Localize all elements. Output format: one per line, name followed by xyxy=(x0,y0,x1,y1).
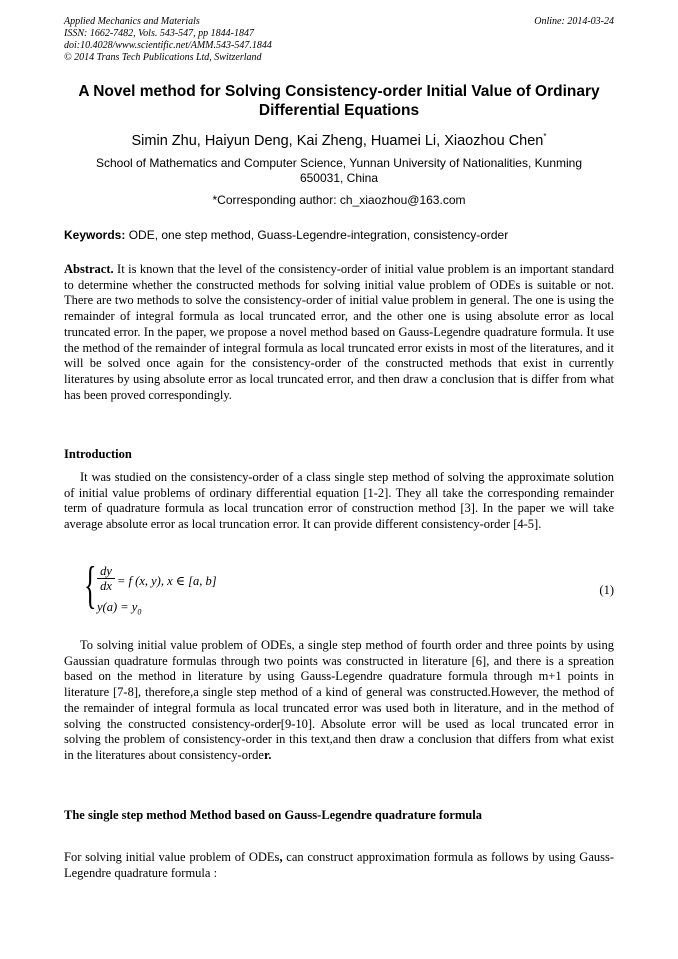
abstract-label: Abstract. xyxy=(64,262,114,276)
fraction-denominator: dx xyxy=(100,579,112,593)
body-paragraph-end: r. xyxy=(263,747,272,762)
section-paragraph-b: can construct approximation formula as follows by using Gauss-Legendre quadrature formula : xyxy=(64,850,615,880)
authors xyxy=(64,132,614,149)
equation-1 xyxy=(84,557,614,620)
abstract-text: It is known that the level of the consistency-order of initial value problem is an important standard to determine whether the constructed methods for solving initial value problem of ODEs is suitable or not. There are two methods to solve the consistency-order of initial value problem in general. The one is using the remainder of integral formula as local truncated error, and the other one is using absolute error as local truncated error. In the paper, we propose a novel method based on Gauss-Legendre quadrature formula. It use the method of the remainder of integral formula as local truncated error exists in most of the literatures, and it will be solved once again for the consistency-order of the constructed methods that exist in currently literatures by using absolute error as local truncated error, and then draw a conclusion that is differ from what has been proved correspondingly. xyxy=(64,262,614,402)
copyright: © 2014 Trans Tech Publications Ltd, Switzerland xyxy=(64,52,262,63)
affiliation-line-1: School of Mathematics and Computer Science, Yunnan University of Nationalities, Kunming xyxy=(95,156,583,170)
equation-initial-condition xyxy=(97,600,141,617)
equation-fraction xyxy=(97,564,115,593)
author-list: Simin Zhu, Haiyun Deng, Kai Zheng, Huamei Li, Xiaozhou Chen xyxy=(131,132,544,149)
equation-brace: { xyxy=(84,557,97,614)
body-paragraph-text: To solving initial value problem of ODEs, a single step method of fourth order and three points by using Gaussian quadrature formulas through two points was constructed in literature [6], and there is a spreation based on the method in literature by using Gauss-Legendre quadrature formula through m+1 points in literature [7-8], therefore,a single step method of a kind of general was constructed.However, the method of the remainder of integral formula as local truncated error was used both in literature, and in the method of solving the constructed consistency-order[9-10]. Absolute error will be used as local truncated error in solving the problem of consistency-order in this text,and then draw a conclusion that differs from what exist in the literatures about consistency-orde xyxy=(64,638,614,762)
journal-name: Applied Mechanics and Materials xyxy=(64,16,200,27)
keywords-label: Keywords: xyxy=(64,228,126,242)
fraction-numerator: dy xyxy=(97,564,115,579)
body-paragraph xyxy=(64,638,614,764)
introduction-paragraph: It was studied on the consistency-order of a class single step method of solving the approximate solution of initial value problems of ordinary differential equation [1-2]. They all take the corresponding remainder term of quadrature formula as local truncation error of construction method [3]. In the paper we will take average absolute error as local truncation error. It can provide different consistency-order [4-5]. xyxy=(64,470,614,532)
title-line-1: A Novel method for Solving Consistency-order Initial Value of Ordinary xyxy=(78,83,600,100)
affiliation xyxy=(64,156,614,186)
issn: ISSN: 1662-7482, Vols. 543-547, pp 1844-1847 xyxy=(64,28,254,39)
introduction-heading: Introduction xyxy=(64,447,132,461)
section-paragraph-comma: , xyxy=(279,850,283,864)
paper-title xyxy=(64,82,614,120)
title-line-2: Differential Equations xyxy=(258,102,420,119)
running-header xyxy=(64,16,614,64)
equation-rhs: = f (x, y), x ∈ [a, b] xyxy=(117,574,217,588)
corresponding-author: *Corresponding author: ch_xiaozhou@163.com xyxy=(212,193,466,207)
keywords-text: ODE, one step method, Guass-Legendre-integration, consistency-order xyxy=(125,228,509,242)
initial-condition-text: y(a) = y xyxy=(97,600,138,614)
section-paragraph-a: For solving initial value problem of ODEs xyxy=(64,850,280,864)
online-date: Online: 2014-03-24 xyxy=(534,16,614,27)
section-paragraph xyxy=(64,850,614,881)
equation-number: (1) xyxy=(599,583,614,597)
keywords xyxy=(64,228,614,242)
abstract xyxy=(64,262,614,403)
initial-condition-subscript: 0 xyxy=(137,607,142,617)
section-heading: The single step method Method based on Gauss-Legendre quadrature formula xyxy=(64,808,482,822)
corresponding-mark: * xyxy=(543,132,547,141)
doi: doi:10.4028/www.scientific.net/AMM.543-547.1844 xyxy=(64,40,272,51)
affiliation-line-2: 650031, China xyxy=(299,171,379,185)
